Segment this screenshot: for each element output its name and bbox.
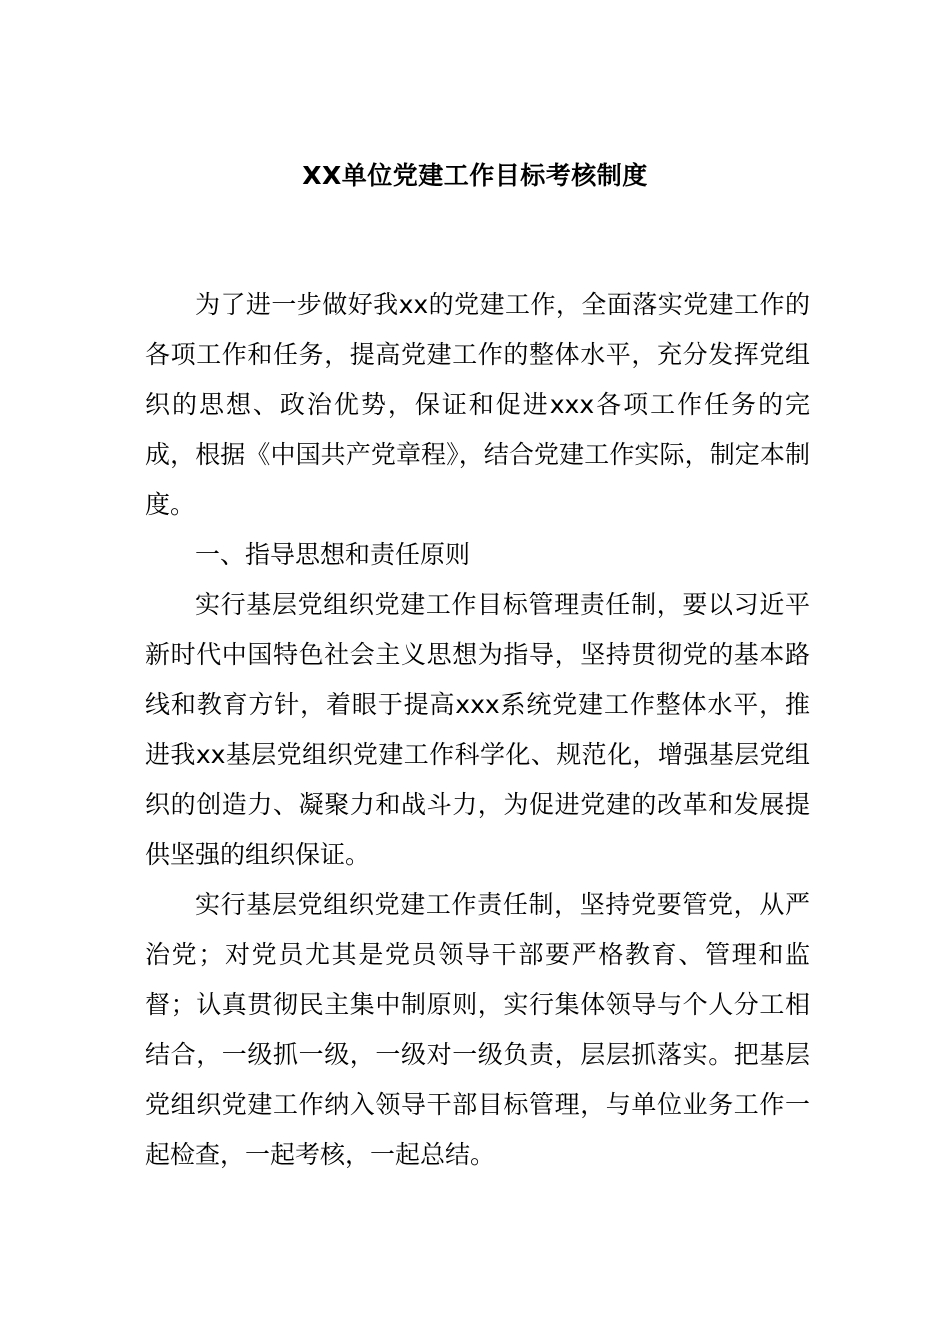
document-body xyxy=(145,280,810,1180)
intro-paragraph: 为了进一步做好我xx的党建工作，全面落实党建工作的各项工作和任务，提高党建工作的整体水平，充分发挥党组织的思想、政治优势，保证和促进xxx各项工作任务的完成，根据《中国共产党章程》，结合党建工作实际，制定本制度。 xyxy=(145,290,810,519)
body-paragraph: 实行基层党组织党建工作目标管理责任制，要以习近平新时代中国特色社会主义思想为指导，坚持贯彻党的基本路线和教育方针，着眼于提高xxx系统党建工作整体水平，推进我xx基层党组织党建工作科学化、规范化，增强基层党组织的创造力、凝聚力和战斗力，为促进党建的改革和发展提供坚强的组织保证。 xyxy=(145,590,810,869)
section-heading: 一、指导思想和责任原则 xyxy=(195,540,471,569)
body-paragraph: 实行基层党组织党建工作责任制，坚持党要管党，从严治党；对党员尤其是党员领导干部要严格教育、管理和监督；认真贯彻民主集中制原则，实行集体领导与个人分工相结合，一级抓一级，一级对一级负责，层层抓落实。把基层党组织党建工作纳入领导干部目标管理，与单位业务工作一起检查，一起考核，一起总结。 xyxy=(145,890,810,1169)
document-title: XX单位党建工作目标考核制度 xyxy=(302,161,648,190)
